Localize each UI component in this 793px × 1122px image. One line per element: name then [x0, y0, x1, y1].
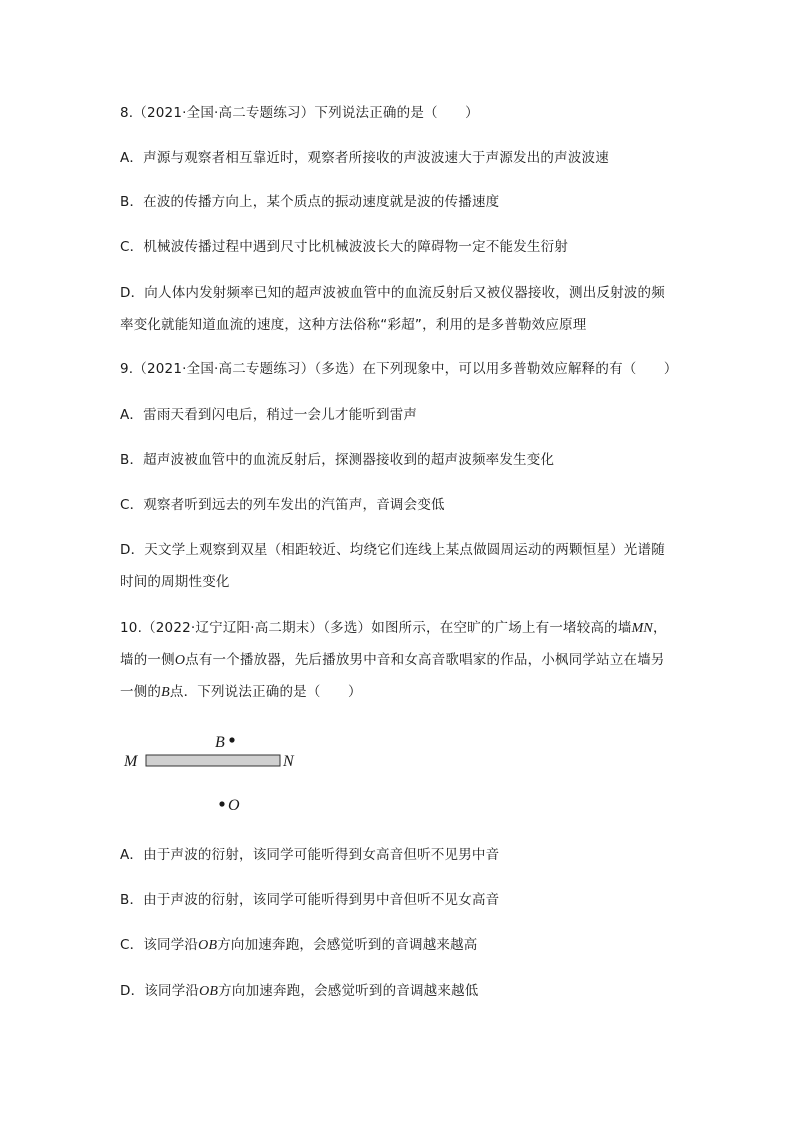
question-9-stem: 9.（2021·全国·高二专题练习）（多选）在下列现象中，可以用多普勒效应解释的有（ ）: [120, 361, 678, 377]
wall-diagram-svg: [118, 722, 308, 822]
label-o: O: [228, 797, 240, 814]
question-10-stem-line1: [120, 618, 667, 639]
question-10-option-d: [120, 981, 478, 1002]
question-8-option-d-line1: D．向人体内发射频率已知的超声波被血管中的血流反射后又被仪器接收，测出反射波的频: [120, 285, 665, 301]
option-text: 方向加速奔跑，会感觉听到的音调越来越低: [218, 983, 479, 999]
question-8-option-b: B．在波的传播方向上，某个质点的振动速度就是波的传播速度: [120, 194, 500, 210]
stem-text: 点有一个播放器，先后播放男中音和女高音歌唱家的作品，小枫同学站立在墙另: [185, 652, 665, 668]
stem-text: 墙的一侧: [120, 652, 175, 668]
point-label-o: O: [174, 653, 186, 668]
point-b-dot: [229, 737, 234, 742]
label-n: N: [283, 753, 294, 770]
label-b: B: [215, 734, 225, 751]
direction-ob: OB: [198, 938, 218, 953]
question-10-stem-line3: [120, 682, 362, 703]
label-m: M: [124, 753, 138, 770]
question-8-option-d-line2: 率变化就能知道血流的速度，这种方法俗称“彩超”，利用的是多普勒效应原理: [120, 317, 587, 333]
direction-ob: OB: [199, 984, 219, 999]
question-10-stem-line2: [120, 650, 665, 671]
option-text: C．该同学沿: [120, 937, 199, 953]
stem-text: 一侧的: [120, 684, 162, 700]
stem-text: 10.（2022·辽宁辽阳·高二期末）（多选）如图所示，在空旷的广场上有一堵较高的墙: [120, 620, 632, 636]
question-9-option-b: B．超声波被血管中的血流反射后，探测器接收到的超声波频率发生变化: [120, 452, 555, 468]
question-10-option-a: A．由于声波的衍射，该同学可能听得到女高音但听不见男中音: [120, 847, 500, 863]
question-9-option-d-line1: D．天文学上观察到双星（相距较近、均绕它们连线上某点做圆周运动的两颗恒星）光谱随: [120, 542, 665, 558]
point-o-dot: [219, 801, 224, 806]
point-label-b: B: [161, 685, 170, 700]
stem-text: 点．下列说法正确的是（ ）: [169, 684, 362, 700]
question-10-option-b: B．由于声波的衍射，该同学可能听得到男中音但听不见女高音: [120, 892, 500, 908]
question-8-stem: 8.（2021·全国·高二专题练习）下列说法正确的是（ ）: [120, 105, 479, 121]
question-9-option-c: C．观察者听到远去的列车发出的汽笛声，音调会变低: [120, 497, 445, 513]
stem-text: ，: [652, 620, 667, 636]
question-8-option-a: A．声源与观察者相互靠近时，观察者所接收的声波波速大于声源发出的声波波速: [120, 150, 609, 166]
option-text: 方向加速奔跑，会感觉听到的音调越来越高: [217, 937, 478, 953]
option-text: D．该同学沿: [120, 983, 200, 999]
question-9-option-a: A．雷雨天看到闪电后，稍过一会儿才能听到雷声: [120, 407, 418, 423]
question-9-option-d-line2: 时间的周期性变化: [120, 574, 230, 590]
wall-diagram: [118, 722, 308, 822]
wall-label-mn: MN: [631, 621, 653, 636]
wall-mn: [146, 755, 280, 766]
question-10-option-c: [120, 935, 478, 956]
question-8-option-c: C．机械波传播过程中遇到尺寸比机械波波长大的障碍物一定不能发生衍射: [120, 239, 569, 255]
